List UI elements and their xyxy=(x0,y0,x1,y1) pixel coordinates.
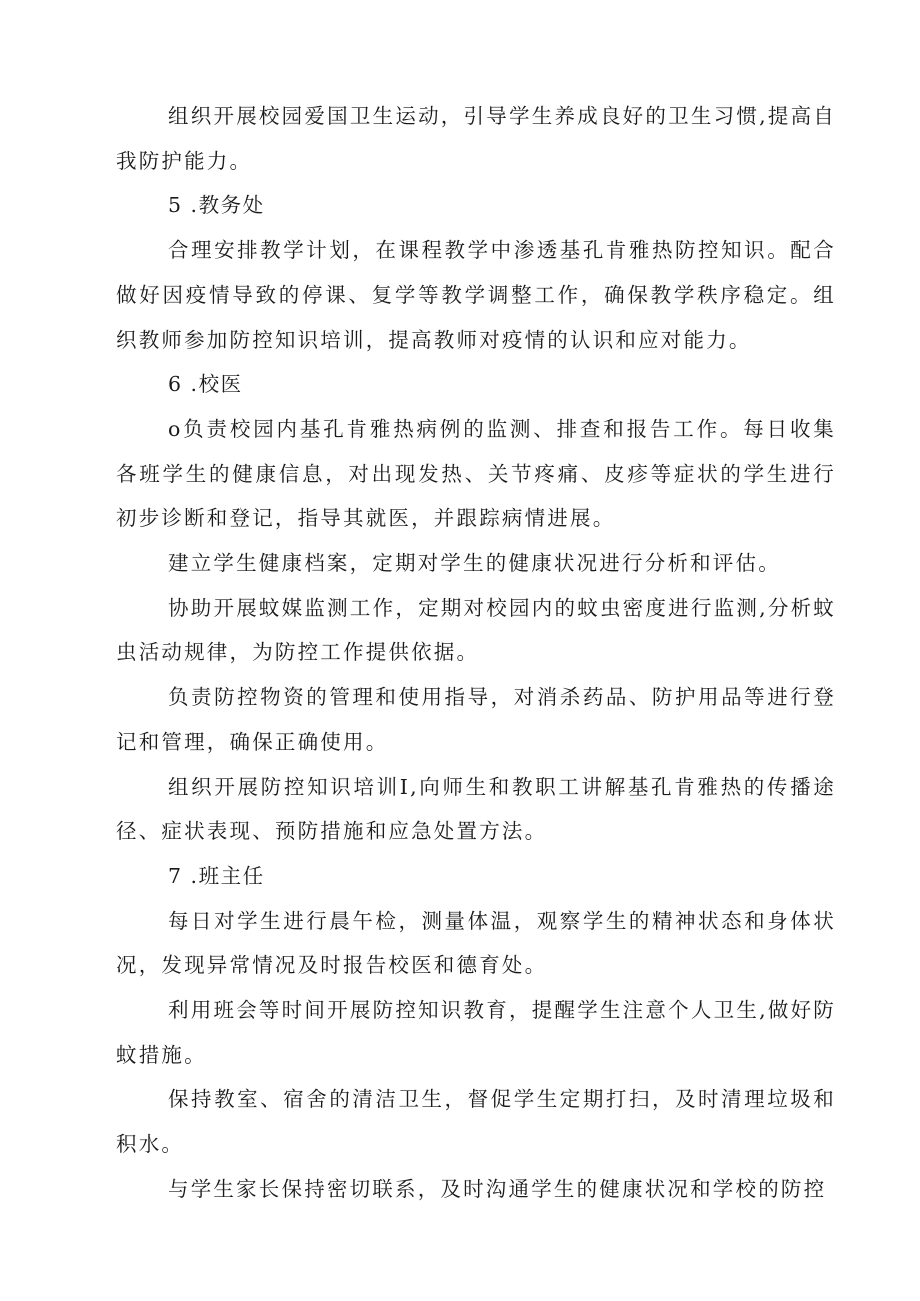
paragraph-class-meeting-education: 利用班会等时间开展防控知识教育，提醒学生注意个人卫生,做好防蚊措施。 xyxy=(116,998,836,1067)
section-heading-academic-affairs: 5 .教务处 xyxy=(168,193,265,218)
paragraph-parent-contact: 与学生家长保持密切联系，及时沟通学生的健康状况和学校的防控 xyxy=(168,1176,827,1201)
paragraph-case-monitoring: o负责校园内基孔肯雅热病例的监测、排查和报告工作。每日收集各班学生的健康信息，对出现发热、关节疼痛、皮疹等症状的学生进行初步诊断和登记，指导其就医，并跟踪病情进展。 xyxy=(116,416,836,531)
paragraph-hygiene-campaign: 组织开展校园爱国卫生运动，引导学生养成良好的卫生习惯,提高自我防护能力。 xyxy=(116,104,836,173)
document-page xyxy=(116,94,836,1212)
paragraph-classroom-cleaning: 保持教室、宿舍的清洁卫生，督促学生定期打扫，及时清理垃圾和积水。 xyxy=(116,1087,836,1157)
paragraph-health-records: 建立学生健康档案，定期对学生的健康状况进行分析和评估。 xyxy=(168,551,781,576)
section-heading-school-doctor: 6 .校医 xyxy=(168,372,243,397)
paragraph-daily-checks: 每日对学生进行晨午检，测量体温，观察学生的精神状态和身体状况，发现异常情况及时报告校医和德育处。 xyxy=(116,908,836,978)
paragraph-knowledge-training: 组织开展防控知识培训I,向师生和教职工讲解基孔肯雅热的传播途径、症状表现、预防措施和应急处置方法。 xyxy=(116,774,836,844)
paragraph-supplies-management: 负责防控物资的管理和使用指导，对消杀药品、防护用品等进行登记和管理，确保正确使用。 xyxy=(116,685,836,754)
section-heading-head-teacher: 7 .班主任 xyxy=(168,863,265,888)
paragraph-mosquito-monitoring: 协助开展蚊媒监测工作，定期对校园内的蚊虫密度进行监测,分析蚊虫活动规律，为防控工作提供依据。 xyxy=(116,595,836,665)
paragraph-teaching-plan: 合理安排教学计划，在课程教学中渗透基孔肯雅热防控知识。配合做好因疫情导致的停课、复学等教学调整工作，确保教学秩序稳定。组织教师参加防控知识培训，提高教师对疫情的认识和应对能力。 xyxy=(116,238,836,352)
